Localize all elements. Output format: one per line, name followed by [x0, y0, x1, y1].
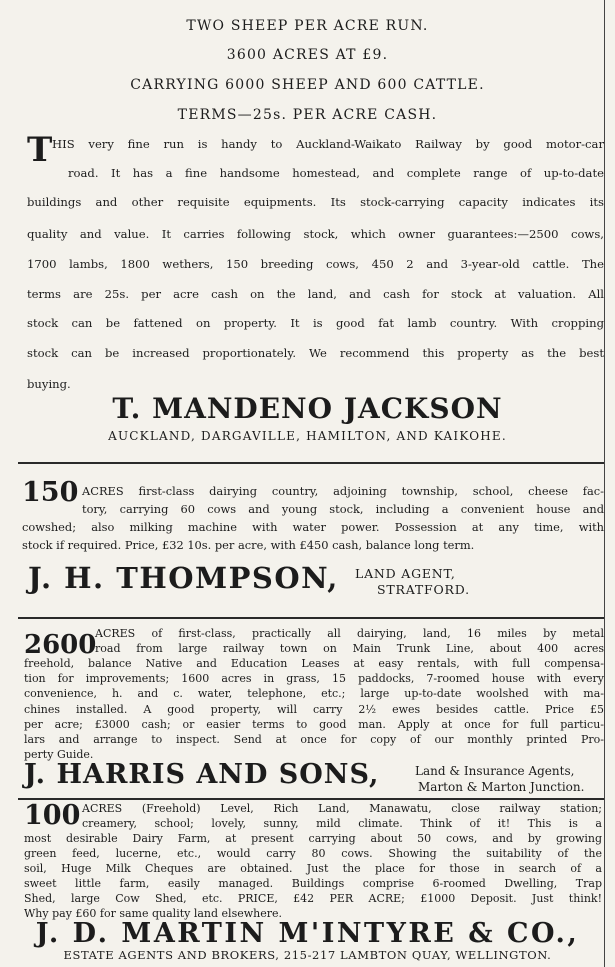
ad4-line-7: Why pay £60 for same quality land elsewhere.: [24, 907, 283, 920]
column-edge: [604, 0, 605, 967]
ad3-line-5: chines installed. A good property, will carry 2½ ewes besides cattle. Price £5: [24, 703, 604, 716]
ad3-line-8: perty Guide.: [24, 748, 94, 761]
ad4-line-6: Shed, large Cow Shed, etc. PRICE, £42 PER ACRE; £1000 Deposit. Just think!: [24, 892, 602, 905]
ad4-line-3: green feed, lucerne, etc., would carry 80 cows. Showing the suitability of the: [24, 847, 602, 860]
ad2-number: 150: [22, 477, 79, 508]
ad4-line-4: soil, Huge Milk Cheques are obtained. Just the place for those in search of a: [24, 862, 602, 875]
ad1-line-4: 1700 lambs, 1800 wethers, 150 breeding cows, 450 2 and 3-year-old cattle. The: [27, 257, 604, 271]
ad3-number: 2600: [24, 630, 97, 660]
ad3-agent-town: Marton & Marton Junction.: [418, 780, 585, 794]
ad4-number: 100: [24, 800, 81, 831]
ad3-line-3: tion for improvements; 1600 acres in grass, 15 paddocks, 7-roomed house with every: [24, 672, 604, 685]
divider-3: [18, 798, 604, 800]
ad1-line-0: HIS very fine run is handy to Auckland-Waikato Railway by good motor-car: [52, 137, 604, 151]
ad2-agent-title: LAND AGENT,: [355, 566, 456, 581]
ad2-agent-name: J. H. THOMPSON,: [28, 561, 339, 595]
divider-2: [18, 617, 604, 619]
ad1-line-1: road. It has a fine handsome homestead, and complete range of up-to-date: [68, 166, 604, 180]
ad2-line-1: tory, carrying 60 cows and young stock, including a convenient house and: [82, 502, 604, 516]
ad1-stock: CARRYING 6000 SHEEP AND 600 CATTLE.: [130, 77, 485, 93]
ad3-line-6: per acre; £3000 cash; or easier terms to good man. Apply at once for full particu-: [24, 718, 604, 731]
ad4-agent-footer: ESTATE AGENTS AND BROKERS, 215-217 LAMBTON QUAY, WELLINGTON.: [63, 948, 552, 962]
ad1-line-3: quality and value. It carries following stock, which owner guarantees:—2500 cows,: [27, 227, 604, 241]
ad4-line-5: sweet little farm, easily managed. Buildings comprise 6-roomed Dwelling, Trap: [24, 877, 602, 890]
ad1-agent-towns: AUCKLAND, DARGAVILLE, HAMILTON, AND KAIKOHE.: [108, 429, 507, 443]
ad3-line-0: ACRES of first-class, practically all dairying, land, 16 miles by metal: [95, 627, 604, 640]
ad2-agent-town: STRATFORD.: [377, 582, 470, 597]
ad2-line-3: stock if required. Price, £32 10s. per acre, with £450 cash, balance long term.: [22, 538, 475, 552]
ad3-agent-name: J. HARRIS AND SONS,: [24, 759, 380, 790]
ad1-line-2: buildings and other requisite equipments. Its stock-carrying capacity indicates its: [27, 195, 604, 209]
ad1-dropcap: T: [27, 130, 53, 170]
ad1-line-7: stock can be increased proportionately. We recommend this property as the best: [27, 346, 604, 360]
ad1-line-5: terms are 25s. per acre cash on the land, and cash for stock at valuation. All: [27, 287, 604, 301]
ad1-line-8: buying.: [27, 377, 71, 391]
divider-1: [18, 462, 604, 464]
ad3-agent-title: Land & Insurance Agents,: [415, 764, 575, 778]
ad3-line-2: freehold, balance Native and Education Leases at easy rentals, with full compensa-: [24, 657, 604, 670]
ad1-acreage: 3600 ACRES AT £9.: [226, 47, 389, 63]
ad2-line-0: ACRES first-class dairying country, adjoining township, school, cheese fac-: [82, 484, 604, 498]
ad4-agent-name: J. D. MARTIN M'INTYRE & CO.,: [35, 918, 580, 949]
ad3-line-1: road from large railway town on Main Trunk Line, about 400 acres: [95, 642, 604, 655]
ad4-line-0: ACRES (Freehold) Level, Rich Land, Manawatu, close railway station;: [82, 802, 602, 815]
ad3-line-7: lars and arrange to inspect. Send at once for copy of our monthly printed Pro-: [24, 733, 604, 746]
ad1-agent-name: T. MANDENO JACKSON: [112, 392, 503, 425]
ad1-terms: TERMS—25s. PER ACRE CASH.: [177, 107, 438, 123]
ad3-line-4: convenience, h. and c. water, telephone, etc.; large up-to-date woolshed with ma-: [24, 687, 604, 700]
ad4-line-1: creamery, school; lovely, sunny, mild climate. Think of it! This is a: [82, 817, 602, 830]
ad4-line-2: most desirable Dairy Farm, at present carrying about 50 cows, and by growing: [24, 832, 602, 845]
ad1-headline: TWO SHEEP PER ACRE RUN.: [186, 18, 429, 34]
ad2-line-2: cowshed; also milking machine with water power. Possession at any time, with: [22, 520, 604, 534]
ad1-line-6: stock can be fattened on property. It is good fat lamb country. With cropping: [27, 316, 604, 330]
